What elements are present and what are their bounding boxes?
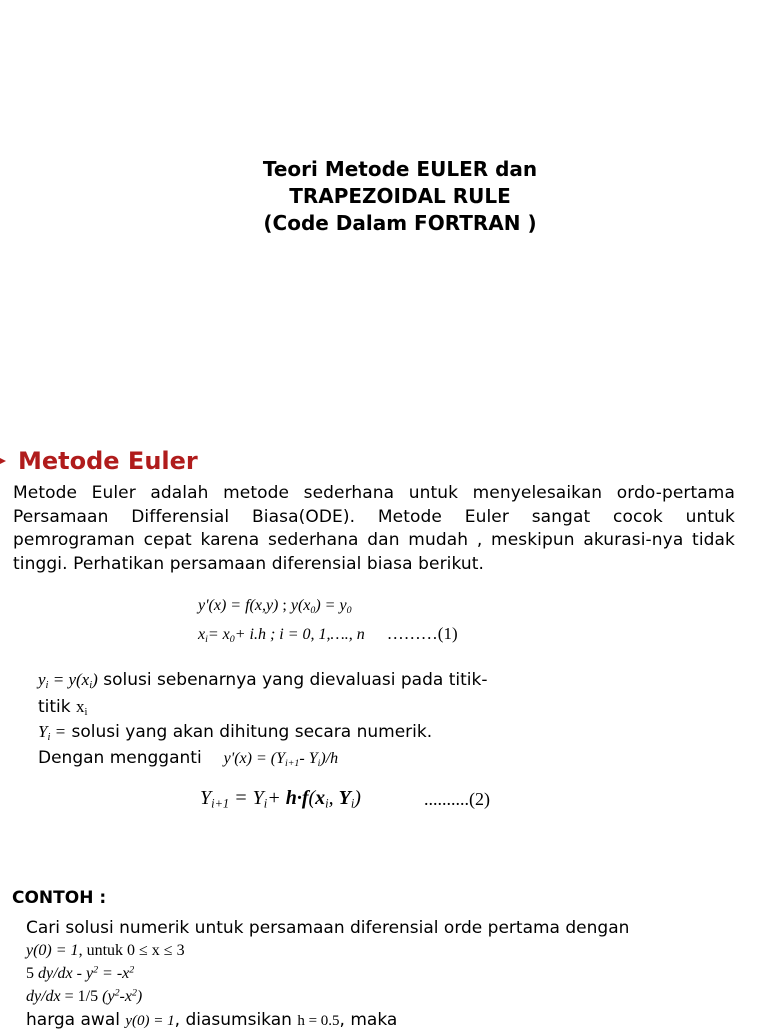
slide-title [0,156,768,237]
example-label: CONTOH : [12,888,107,908]
red-arrow-bullet-icon [0,455,8,467]
points-definition: titik $x_i$ [38,697,88,719]
equation-1-line-1: y'(x) = f(x,y) ; $y(x_0) = y_0$ [198,597,352,616]
equation-1-number: ………(1) [386,624,458,643]
example-problem: Cari solusi numerik untuk persamaan diferensial orde pertama dengan [26,918,630,938]
title-line-2: TRAPEZOIDAL RULE [289,184,511,208]
numeric-solution-definition: $Y_i$ = solusi yang akan dihitung secara numerik. [38,722,433,744]
intro-paragraph: Metode Euler adalah metode sederhana untuk menyelesaikan ordo-pertama Persamaan Differensial Biasa(ODE). Metode Euler sangat cocok untuk pemrograman cepat karena sederhana dan mudah , meskipun akurasi-nya tidak tinggi. Perhatikan persamaan diferensial biasa berikut. [13,483,735,574]
title-line-1: Teori Metode EULER dan [262,157,538,181]
equation-2-number: ..........(2) [424,789,490,809]
title-line-3: (Code Dalam FORTRAN ) [263,211,537,235]
equation-1-line-2: $x_i= x_0+ i.h$ ; i = 0, 1,…., n ………(1) [198,624,458,645]
initial-condition: y(0) = 1, untuk 0 ≤ x ≤ 3 [26,942,185,959]
ode-form-1: 5 $dy/dx - y^2 = -x^2$ [26,964,135,982]
ode-form-2: dy/dx = 1/5 $(y^2-x^2)$ [26,987,143,1005]
exact-solution-definition: $y_i = y(x_i)$ solusi sebenarnya yang dievaluasi pada titik- [38,670,488,692]
equation-1 [198,592,458,649]
step-assumption: harga awal y(0) = 1, diasumsikan h = 0.5, maka [26,1010,398,1030]
substitution-line: Dengan mengganti $y'(x) = (Y_{i+1}-$ $Y_i)/h$ [38,748,339,769]
equation-2: $Y_{i+1} = Y_i+ h\cdot f(x_i$, $Y_i$) [200,787,361,811]
section-heading: Metode Euler [18,447,198,475]
